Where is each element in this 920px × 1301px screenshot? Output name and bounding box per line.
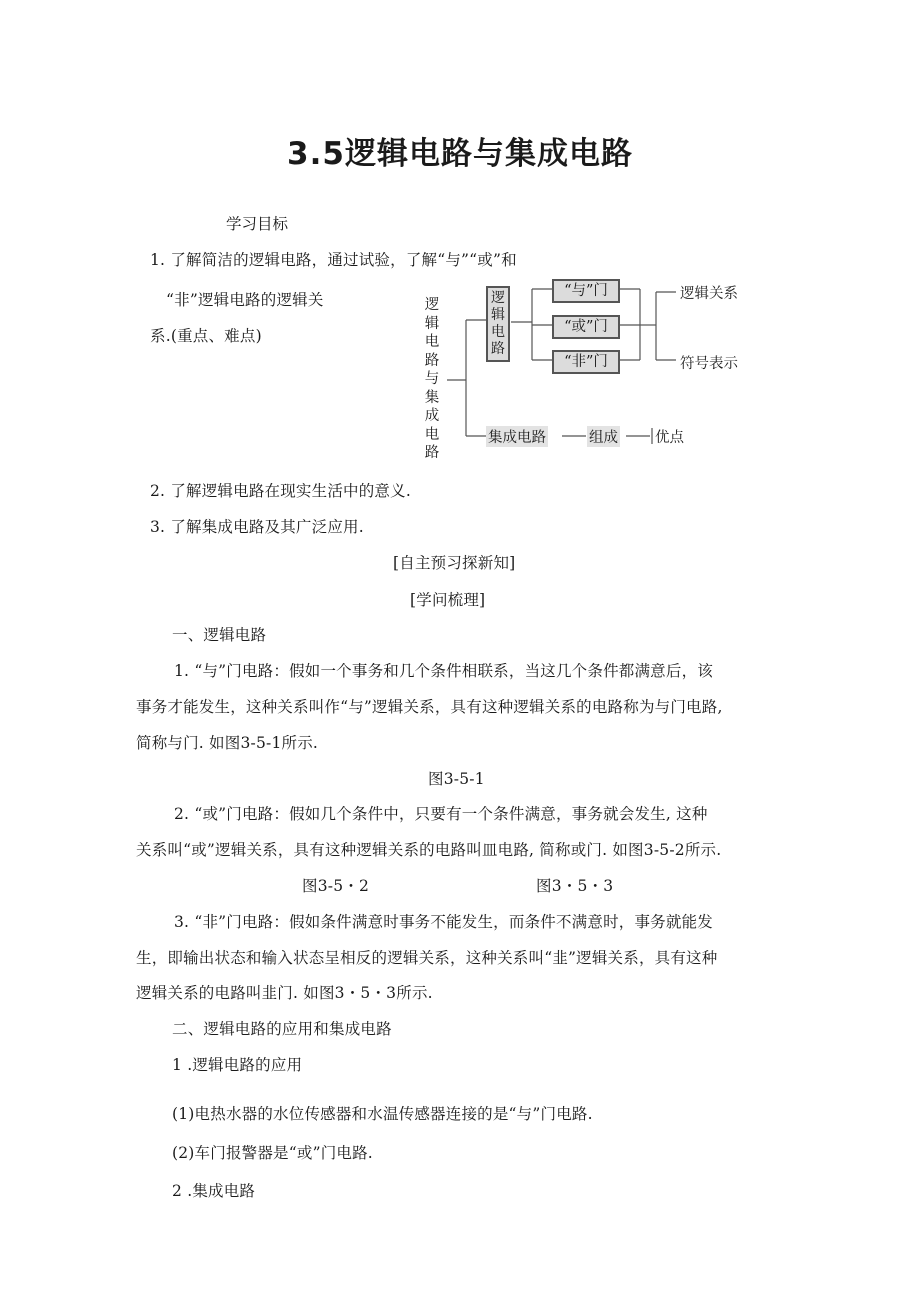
para2-line1: 2. “或”门电路：假如几个条件中，只要有一个条件满意，事务就会发生, 这种: [174, 805, 708, 823]
diagram-ic-label: 集成电路: [486, 426, 548, 447]
section-review-heading: [学问梳理]: [410, 591, 486, 609]
diagram-advantage-label: 优点: [655, 430, 684, 446]
para3-line3: 逻辑关系的电路叫韭门. 如图3・5・3所示.: [136, 984, 433, 1002]
figure-caption-3: 图3・5・3: [536, 877, 614, 895]
figure-caption-1: 图3-5-1: [428, 770, 485, 788]
diagram-connectors: [0, 0, 920, 470]
para1-line1: 1. “与”门电路：假如一个事务和几个条件相联系，当这几个条件都满意后，该: [174, 662, 713, 680]
part2-item-a: (1)电热水器的水位传感器和水温传感器连接的是“与”门电路.: [172, 1105, 593, 1123]
objective-1-line1: 1. 了解简洁的逻辑电路，通过试验，了解“与”“或”和: [150, 251, 517, 269]
para3-line2: 生，即输出状态和输入状态呈相反的逻辑关系，这种关系叫“韭”逻辑关系，具有这种: [136, 949, 718, 967]
objective-2: 2. 了解逻辑电路在现实生活中的意义.: [150, 482, 411, 500]
para1-line3: 简称与门. 如图3-5-1所示.: [136, 734, 319, 752]
diagram-logic-relation-label: 逻辑关系: [680, 286, 738, 302]
objective-3: 3. 了解集成电路及其广泛应用.: [150, 518, 364, 536]
diagram-or-gate-box: “或”门: [552, 315, 620, 339]
diagram-not-gate-box: “非”门: [552, 350, 620, 374]
page-title: 3.5逻辑电路与集成电路: [287, 136, 633, 172]
part2-heading: 二、逻辑电路的应用和集成电路: [172, 1020, 392, 1038]
diagram-logic-circuit-box: 逻辑电路: [486, 286, 510, 362]
diagram-symbol-label: 符号表示: [680, 356, 738, 372]
figure-caption-2: 图3-5・2: [302, 877, 370, 895]
para1-line2: 事务才能发生，这种关系叫作“与”逻辑关系，具有这种逻辑关系的电路称为与门电路,: [136, 698, 723, 716]
objective-1-line2: “非”逻辑电路的逻辑关: [166, 291, 324, 309]
part2-sub1: 1 .逻辑电路的应用: [172, 1056, 303, 1074]
diagram-and-gate-box: “与”门: [552, 279, 620, 303]
diagram-composition-label: 组成: [587, 426, 620, 447]
objective-1-line3: 系.(重点、难点): [150, 327, 262, 345]
para3-line1: 3. “非”门电路：假如条件满意时事务不能发生，而条件不满意时，事务就能发: [174, 913, 713, 931]
part2-sub2: 2 .集成电路: [172, 1182, 256, 1200]
section-preview-heading: [自主预习探新知]: [393, 554, 516, 572]
para2-line2: 关系叫“或”逻辑关系，具有这种逻辑关系的电路叫皿电路, 简称或门. 如图3-5-2所示.: [136, 841, 722, 859]
part2-item-b: (2)车门报警器是“或”门电路.: [172, 1144, 373, 1162]
diagram-root-label: 逻辑电路与集成电路: [424, 297, 440, 461]
part1-heading: 一、逻辑电路: [172, 626, 267, 644]
objectives-heading: 学习目标: [226, 215, 289, 233]
